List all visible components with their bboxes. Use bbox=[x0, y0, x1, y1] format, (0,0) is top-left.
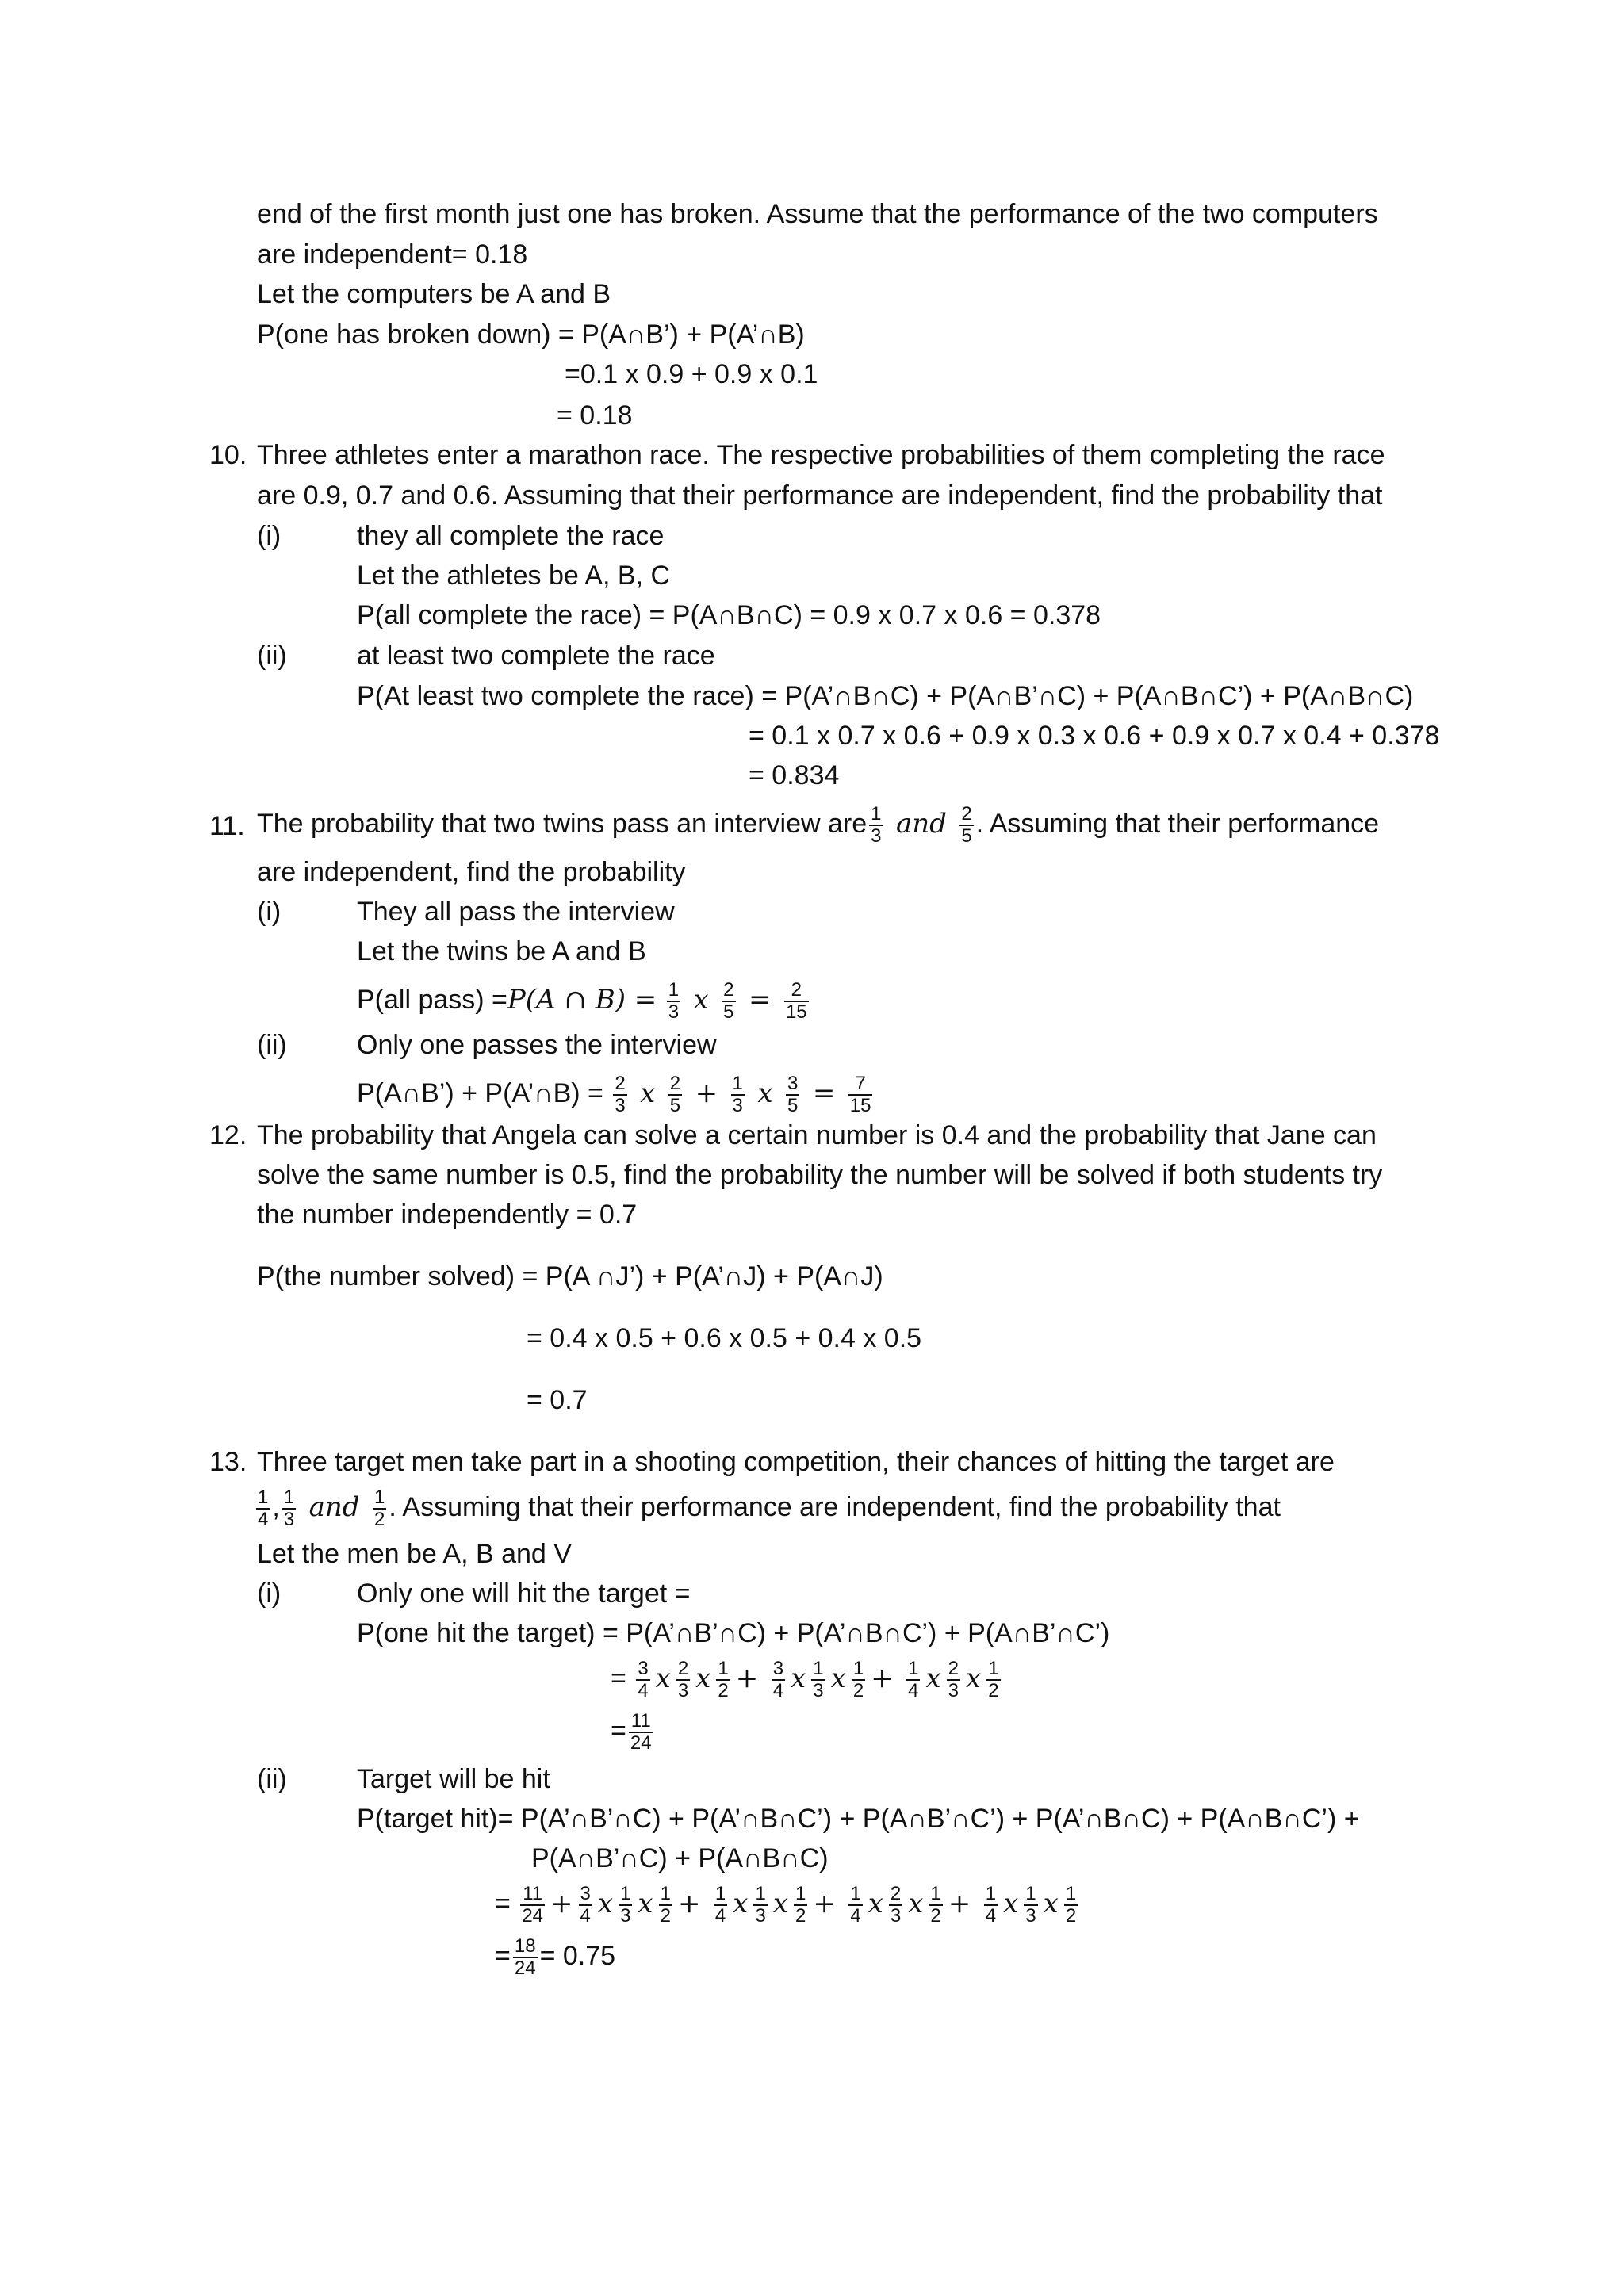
q12-line2: solve the same number is 0.5, find the probability the number will be solved if both students try bbox=[257, 1160, 1383, 1190]
q12-line6: = 0.7 bbox=[527, 1385, 588, 1415]
q9-line6: = 0.18 bbox=[557, 400, 633, 430]
fraction: $\frac{1}{4}$ bbox=[258, 1487, 269, 1530]
q9-line1: end of the first month just one has broken. Assume that the performance of the two computers bbox=[257, 199, 1378, 229]
fraction: $\frac{1}{2}$ bbox=[988, 1658, 999, 1701]
q9-line5: =0.1 x 0.9 + 0.9 x 0.1 bbox=[565, 359, 818, 389]
q11-ii-label: (ii) bbox=[257, 1030, 287, 1060]
q13-i-text: Only one will hit the target = bbox=[357, 1578, 691, 1609]
fraction: $\frac{1}{3}$ bbox=[813, 1658, 824, 1701]
q11-line2: are independent, find the probability bbox=[257, 857, 686, 887]
q11-line1-text: The probability that two twins pass an interview are bbox=[257, 808, 868, 839]
q11-i-label: (i) bbox=[257, 897, 282, 927]
fraction: $\frac{1}{3}$ bbox=[732, 1073, 743, 1116]
q13-line2: $\frac{1}{4}$ , $\frac{1}{3}$ and $\frac{1}{2}$ . Assuming that their performance are independent, find the probability that bbox=[258, 1487, 1281, 1530]
q11-line1-rest: . Assuming that their performance bbox=[975, 808, 1380, 839]
q13-i-line3: = $\frac{3}{4}$ x $\frac{2}{3}$ x $\frac{1}{2}$ + $\frac{3}{4}$ x $\frac{1}{3}$ x $\frac{1}{2}$ + $\frac{1}{4}$ x $\frac{2}{3}$ x $\frac{1}{2}$ bbox=[611, 1658, 999, 1701]
q10-i-line3: P(all complete the race) = P(A∩B∩C) = 0.9 x 0.7 x 0.6 = 0.378 bbox=[357, 600, 1101, 630]
q12-number: 12. bbox=[209, 1120, 247, 1150]
q11-i-line3: P(all pass) =P(A ∩ B) = $\frac{1}{3}$ x $\frac{2}{5}$ = $\frac{2}{15}$ bbox=[357, 979, 807, 1023]
q10-i-text: they all complete the race bbox=[357, 521, 665, 551]
q10-ii-line2: P(At least two complete the race) = P(A’∩B∩C) + P(A∩B’∩C) + P(A∩B∩C’) + P(A∩B∩C) bbox=[357, 681, 1414, 711]
fraction: $\frac{2}{5}$ bbox=[961, 803, 972, 847]
q13-ii-line2: P(target hit)= P(A’∩B’∩C) + P(A’∩B∩C’) + P(A∩B’∩C’) + P(A’∩B∩C) + P(A∩B∩C’) + bbox=[357, 1804, 1360, 1834]
fraction: $\frac{1}{2}$ bbox=[852, 1658, 864, 1701]
final-answer: = 0.75 bbox=[539, 1940, 616, 1971]
q10-ii-label: (ii) bbox=[257, 641, 287, 671]
q11-line1 bbox=[257, 804, 1379, 847]
fraction: $\frac{1}{3}$ bbox=[1025, 1883, 1036, 1927]
fraction: $\frac{3}{4}$ bbox=[580, 1883, 591, 1927]
q9-line4: P(one has broken down) = P(A∩B’) + P(A’∩B) bbox=[257, 320, 805, 350]
fraction: $\frac{1}{2}$ bbox=[660, 1883, 671, 1927]
and-word: and bbox=[308, 1490, 360, 1523]
fraction: $\frac{3}{4}$ bbox=[638, 1658, 649, 1701]
q10-ii-line3: = 0.1 x 0.7 x 0.6 + 0.9 x 0.3 x 0.6 + 0.9 x 0.7 x 0.4 + 0.378 bbox=[749, 721, 1440, 751]
q11-number: 11. bbox=[209, 811, 245, 841]
fraction: $\frac{11}{24}$ bbox=[522, 1883, 544, 1927]
q13-ii-text: Target will be hit bbox=[357, 1764, 550, 1794]
fraction: $\frac{2}{3}$ bbox=[677, 1658, 689, 1701]
fraction: $\frac{1}{2}$ bbox=[718, 1658, 729, 1701]
q12-line1: The probability that Angela can solve a certain number is 0.4 and the probability that Jane can bbox=[257, 1120, 1377, 1150]
q10-number: 10. bbox=[209, 440, 247, 470]
fraction: $\frac{2}{3}$ bbox=[890, 1883, 902, 1927]
times-sign: x bbox=[693, 983, 709, 1016]
fraction: $\frac{1}{4}$ bbox=[985, 1883, 997, 1927]
fraction: $\frac{2}{3}$ bbox=[948, 1658, 959, 1701]
fraction: $\frac{1}{2}$ bbox=[930, 1883, 941, 1927]
q10-i-line2: Let the athletes be A, B, C bbox=[357, 561, 671, 591]
fraction: $\frac{18}{24}$ bbox=[514, 1935, 536, 1979]
fraction: $\frac{1}{3}$ bbox=[283, 1487, 295, 1530]
math-expression: P(A ∩ B) = bbox=[507, 983, 657, 1016]
q11-i-text: They all pass the interview bbox=[357, 897, 675, 927]
q10-ii-text: at least two complete the race bbox=[357, 641, 715, 671]
q13-ii-line4: = $\frac{11}{24}$ + $\frac{3}{4}$ x $\frac{1}{3}$ x $\frac{1}{2}$ + $\frac{1}{4}$ x $\frac{1}{3}$ x $\frac{1}{2}$ + $\frac{1}{4}$ x $\frac{2}{3}$ x $\frac{1}{2}$ + $\frac{1}{4}$ x $\frac{1}{3}$ x $\frac{1}{2}$ bbox=[495, 1883, 1077, 1927]
q12-line5: = 0.4 x 0.5 + 0.6 x 0.5 + 0.4 x 0.5 bbox=[527, 1323, 922, 1353]
q13-i-line2: P(one hit the target) = P(A’∩B’∩C) + P(A’∩B∩C’) + P(A∩B’∩C’) bbox=[357, 1618, 1110, 1648]
fraction: $\frac{2}{5}$ bbox=[669, 1073, 681, 1116]
q13-line3: Let the men be A, B and V bbox=[257, 1539, 572, 1569]
fraction: $\frac{1}{2}$ bbox=[1065, 1883, 1077, 1927]
q13-line1: Three target men take part in a shooting competition, their chances of hitting the target are bbox=[257, 1447, 1335, 1477]
q13-number: 13. bbox=[209, 1447, 247, 1477]
q9-line3: Let the computers be A and B bbox=[257, 279, 611, 309]
fraction: $\frac{1}{2}$ bbox=[795, 1883, 806, 1927]
q11-i-line2: Let the twins be A and B bbox=[357, 936, 646, 966]
q13-ii-result: = $\frac{18}{24}$ = 0.75 bbox=[495, 1935, 616, 1979]
fraction: $\frac{3}{4}$ bbox=[772, 1658, 784, 1701]
q11-ii-text: Only one passes the interview bbox=[357, 1030, 717, 1060]
and-word: and bbox=[895, 807, 947, 840]
fraction: $\frac{1}{2}$ bbox=[374, 1487, 385, 1530]
fraction: $\frac{2}{5}$ bbox=[723, 979, 734, 1023]
q13-ii-label: (ii) bbox=[257, 1764, 287, 1794]
q9-line2: are independent= 0.18 bbox=[257, 239, 528, 270]
q12-line4: P(the number solved) = P(A ∩J’) + P(A’∩J) + P(A∩J) bbox=[257, 1261, 883, 1292]
q11-ii-line2: P(A∩B’) + P(A’∩B) = $\frac{2}{3}$ x $\frac{2}{5}$ + $\frac{1}{3}$ x $\frac{3}{5}$ = $\frac{7}{15}$ bbox=[357, 1073, 871, 1116]
fraction: $\frac{1}{4}$ bbox=[850, 1883, 861, 1927]
fraction: $\frac{1}{4}$ bbox=[908, 1658, 919, 1701]
fraction: $\frac{3}{5}$ bbox=[787, 1073, 799, 1116]
q12-line3: the number independently = 0.7 bbox=[257, 1200, 638, 1230]
fraction: $\frac{7}{15}$ bbox=[849, 1073, 871, 1116]
q13-i-result: = $\frac{11}{24}$ bbox=[611, 1710, 652, 1754]
q10-line2: are 0.9, 0.7 and 0.6. Assuming that their performance are independent, find the probability that bbox=[257, 480, 1383, 511]
q10-ii-line4: = 0.834 bbox=[749, 760, 840, 790]
fraction: $\frac{1}{3}$ bbox=[755, 1883, 766, 1927]
q13-ii-line3: P(A∩B’∩C) + P(A∩B∩C) bbox=[531, 1843, 829, 1873]
fraction: $\frac{2}{3}$ bbox=[615, 1073, 626, 1116]
fraction: $\frac{2}{15}$ bbox=[785, 979, 807, 1023]
q10-line1: Three athletes enter a marathon race. The respective probabilities of them completing the race bbox=[257, 440, 1385, 470]
q13-i-label: (i) bbox=[257, 1578, 282, 1609]
fraction: $\frac{11}{24}$ bbox=[630, 1710, 652, 1754]
fraction: $\frac{1}{4}$ bbox=[714, 1883, 726, 1927]
fraction: $\frac{1}{3}$ bbox=[871, 803, 882, 847]
fraction: $\frac{1}{3}$ bbox=[620, 1883, 631, 1927]
q10-i-label: (i) bbox=[257, 521, 282, 551]
fraction: $\frac{1}{3}$ bbox=[668, 979, 680, 1023]
